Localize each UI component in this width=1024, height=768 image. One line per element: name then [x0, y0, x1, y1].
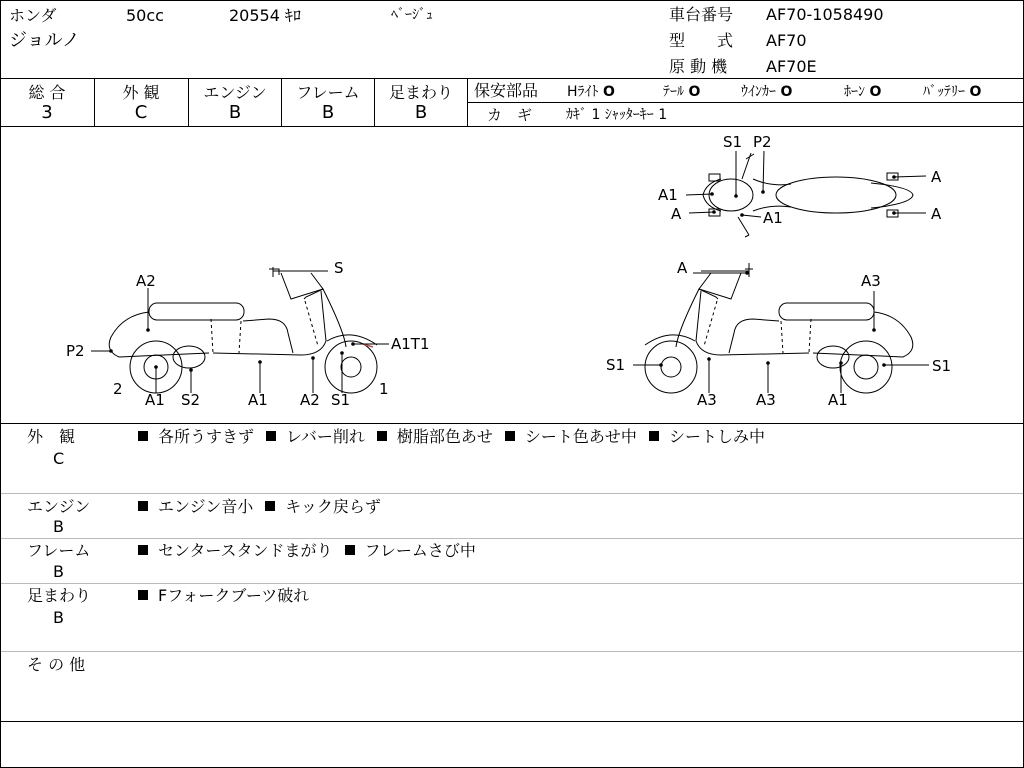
frame-no: AF70-1058490	[766, 5, 884, 24]
grade-frame-value: B	[321, 102, 335, 123]
section-exterior-title: 外 観	[27, 427, 76, 446]
section-engine-items	[138, 497, 393, 517]
label-right-s1-left: S1	[606, 356, 626, 374]
label-left-a2-top: A2	[136, 272, 156, 290]
frame-no-label: 車台番号	[669, 5, 734, 24]
grade-engine-label: エンジン	[203, 83, 267, 102]
grade-engine-value: B	[228, 102, 242, 123]
finding-item: 樹脂部色あせ	[377, 427, 493, 446]
section-suspension-title: 足まわり	[27, 586, 92, 605]
top-view-scooter	[703, 153, 913, 237]
label-left-a1t1: A1T1	[391, 335, 430, 353]
section-frame-items	[138, 541, 488, 561]
label-left-s2: S2	[181, 391, 201, 409]
finding-item: Fフォークブーツ破れ	[138, 586, 309, 605]
label-top-a-right-top: A	[931, 168, 942, 186]
label-left-s1: S1	[331, 391, 351, 409]
label-right-a3-top: A3	[861, 272, 881, 290]
damage-diagram	[1, 127, 1023, 423]
grade-suspension-value: B	[414, 102, 428, 123]
model-type: AF70	[766, 31, 807, 50]
safety-item-winker: ｳｲﾝｶｰ O	[741, 84, 793, 100]
label-left-p2: P2	[66, 342, 85, 360]
label-right-a: A	[677, 259, 688, 277]
safety-label: 保安部品	[474, 81, 539, 100]
grade-exterior-label: 外 観	[122, 83, 160, 102]
engine: AF70E	[766, 57, 817, 76]
section-frame-title: フレーム	[27, 541, 91, 560]
finding-item: レバー削れ	[266, 427, 365, 446]
label-left-s: S	[334, 259, 344, 277]
label-left-2: 2	[113, 380, 123, 398]
section-suspension-items	[138, 586, 321, 606]
safety-item-horn: ﾎｰﾝ O	[844, 84, 882, 100]
grade-exterior-value: C	[134, 102, 148, 123]
label-left-a1-1: A1	[145, 391, 165, 409]
label-top-a1-bottom: A1	[763, 209, 783, 227]
displacement: 50cc	[126, 6, 164, 25]
model-name: ジョルノ	[9, 30, 80, 51]
grade-suspension-label: 足まわり	[388, 83, 453, 102]
safety-item-tail: ﾃｰﾙ O	[663, 84, 701, 100]
section-suspension-grade: B	[53, 608, 64, 627]
label-right-s1-right: S1	[932, 357, 952, 375]
finding-item: 各所うすきず	[138, 427, 254, 446]
label-top-a-left: A	[671, 205, 682, 223]
label-left-1: 1	[379, 380, 389, 398]
finding-item: センタースタンドまがり	[138, 541, 333, 560]
serial-code: 20554 ｷﾛ	[229, 6, 301, 25]
section-engine-grade: B	[53, 517, 64, 536]
label-top-p2: P2	[753, 133, 772, 151]
label-top-s1: S1	[723, 133, 743, 151]
finding-item: エンジン音小	[138, 497, 253, 516]
grade-overall-label: 総 合	[28, 83, 66, 102]
label-left-a2-bottom: A2	[300, 391, 320, 409]
engine-label: 原 動 機	[669, 57, 728, 76]
finding-item: フレームさび中	[345, 541, 476, 560]
safety-item-battery: ﾊﾞｯﾃﾘｰ O	[923, 84, 982, 100]
key-label: カ ギ	[487, 106, 533, 124]
label-right-a1: A1	[828, 391, 848, 409]
section-engine-title: エンジン	[27, 497, 91, 516]
label-top-a-right-bottom: A	[931, 205, 942, 223]
section-other-title: そ の 他	[27, 655, 86, 674]
label-left-a1-2: A1	[248, 391, 268, 409]
maker: ホンダ	[9, 6, 57, 25]
label-top-a1-left: A1	[658, 186, 678, 204]
finding-item: シートしみ中	[649, 427, 765, 446]
finding-item: シート色あせ中	[505, 427, 637, 446]
color: ﾍﾞｰｼﾞｭ	[391, 7, 433, 23]
label-right-a3-1: A3	[697, 391, 717, 409]
finding-item: キック戻らず	[265, 497, 381, 516]
grade-overall-value: 3	[41, 102, 53, 123]
section-exterior-items	[138, 427, 777, 447]
safety-item-headlight: Hﾗｲﾄ O	[567, 84, 615, 100]
section-exterior-grade: C	[53, 449, 65, 468]
section-frame-grade: B	[53, 562, 64, 581]
key-value: ｶｷﾞ 1 ｼｬｯﾀｰｷｰ 1	[566, 107, 668, 123]
grade-frame-label: フレーム	[296, 83, 360, 102]
model-type-label: 型 式	[669, 31, 734, 50]
label-right-a3-2: A3	[756, 391, 776, 409]
